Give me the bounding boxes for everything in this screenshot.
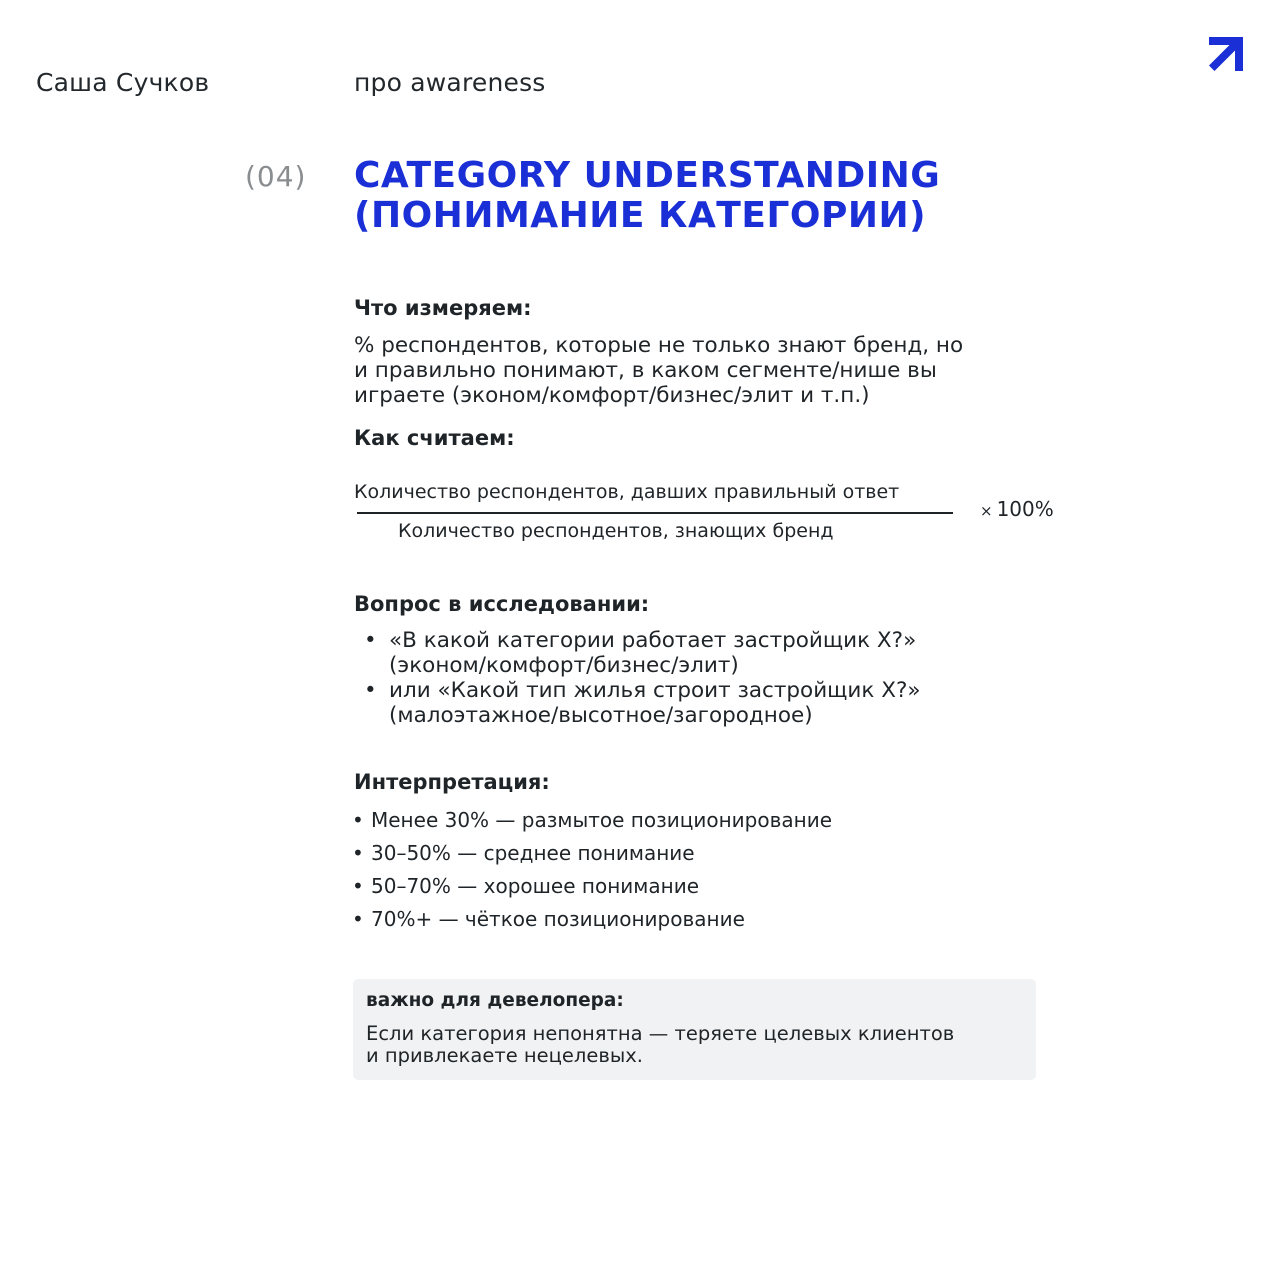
measure-text [354,333,1014,408]
list-item [352,808,832,841]
question-heading: Вопрос в исследовании: [354,592,650,616]
interpretation-item: 30–50% — среднее понимание [371,841,695,865]
arrow-up-right-icon [1207,35,1245,73]
interpretation-item: 70%+ — чёткое позиционирование [371,907,745,931]
topic-label: про awareness [354,68,546,97]
measure-heading: Что измеряем: [354,296,532,320]
developer-note-box [353,979,1036,1080]
multiplier-value: 100% [996,497,1054,521]
title-line-2: (ПОНИМАНИЕ КАТЕГОРИИ) [354,195,927,236]
section-title [354,156,1254,236]
title-line-1: CATEGORY UNDERSTANDING [354,155,941,196]
question-line: «В какой категории работает застройщик X?» [389,628,917,653]
note-line: Если категория непонятна — теряете целевых клиентов [366,1022,955,1045]
multiply-sign: × [980,502,993,520]
measure-line: играете (эконом/комфорт/бизнес/элит и т.п.) [354,383,870,408]
formula-multiplier [980,497,1054,521]
bullet-icon: • [352,841,364,865]
note-heading: важно для девелопера: [366,990,624,1011]
list-item [352,841,832,874]
question-line: или «Какой тип жилья строит застройщик X?» [389,678,921,703]
interpretation-list [352,808,832,940]
note-line: и привлекаете нецелевых. [366,1044,644,1067]
formula-heading: Как считаем: [354,426,515,450]
bullet-icon: • [352,874,364,898]
measure-line: и правильно понимают, в каком сегменте/нише вы [354,358,937,383]
interpretation-item: 50–70% — хорошее понимание [371,874,699,898]
fraction-line [357,512,953,514]
question-line: (эконом/комфорт/бизнес/элит) [389,653,739,678]
question-list [364,628,1064,728]
bullet-icon: • [364,628,377,653]
list-item [352,874,832,907]
note-text [366,1023,1023,1067]
formula-denominator: Количество респондентов, знающих бренд [398,520,834,542]
formula-numerator: Количество респондентов, давших правильный ответ [354,481,900,503]
bullet-icon: • [352,808,364,832]
list-item [364,628,1064,678]
list-item [364,678,1064,728]
bullet-icon: • [352,907,364,931]
bullet-icon: • [364,678,377,703]
list-item [352,907,832,940]
author-name: Саша Сучков [36,68,210,97]
interpretation-item: Менее 30% — размытое позиционирование [371,808,833,832]
question-line: (малоэтажное/высотное/загородное) [389,703,813,728]
section-number: (04) [245,160,307,193]
interpretation-heading: Интерпретация: [354,770,550,794]
measure-line: % респондентов, которые не только знают бренд, но [354,333,964,358]
